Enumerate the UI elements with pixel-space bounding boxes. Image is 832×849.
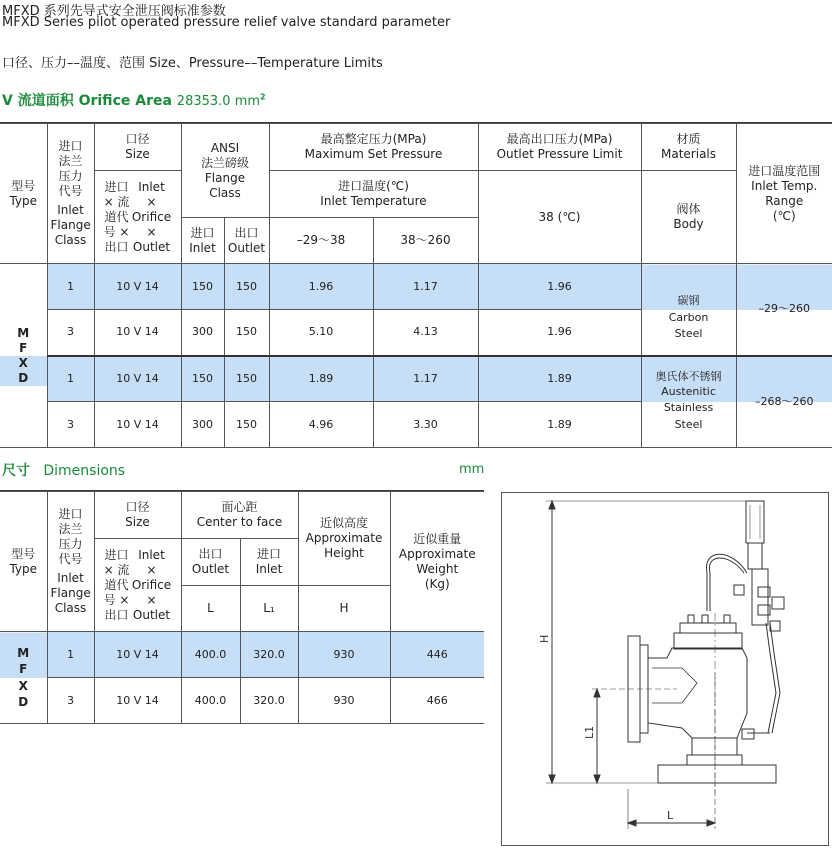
sense-tube [706,554,747,611]
pressure-t2: 1.17 [373,356,478,402]
body-cn: 阀体 [676,202,701,216]
pressure-t1: 1.96 [269,264,373,310]
size-en: Size [125,515,150,529]
limits-heading: 口径、压力––温度、范围 Size、Pressure––Temperature Limits [2,56,383,71]
t1: –29～38 [296,233,346,247]
maxset-en: Maximum Set Pressure [304,147,443,161]
inlet-class: 300 [181,310,224,356]
valve-body [648,648,747,738]
intemp-en: Inlet Temperature [320,194,427,208]
flange-cn: 进口法兰压力代号 [58,507,83,566]
weight-value: 446 [390,632,484,678]
range1: –29～260 [758,302,811,316]
label-h: H [538,634,551,643]
body-bore [652,668,697,703]
temp2-header [373,218,478,264]
range-cn: 进口温度范围 [748,163,821,178]
stud-left [688,615,694,623]
model-letter-f: F [19,340,28,355]
body-header [641,171,736,264]
height-en: Approximate Height [305,531,383,560]
range-unit: (℃) [772,208,796,223]
orifice-value: 28353.0 mm [176,94,261,109]
dimensions-en: Dimensions [43,463,126,479]
L1-value: 320.0 [240,678,298,724]
fitting-b [772,597,784,609]
L1-header: L₁ [240,586,298,632]
h-arrow-bottom [549,775,555,783]
ansi-header [181,124,269,218]
range-en: Inlet Temp. Range [751,178,818,208]
weight-unit: (Kg) [424,576,450,591]
type-en: Type [9,561,38,576]
title-cn: MFXD 系列先导式安全泄压阀标准参数 [2,4,226,19]
size-cn: 口径 [125,500,150,514]
body-en: Body [673,217,704,231]
ansi-inlet-header [181,218,224,264]
temp-range-header [736,124,832,264]
t2: 38～260 [400,233,451,247]
weight-header [390,492,484,632]
pilot-top [746,501,764,543]
t38-cell [478,171,641,264]
flange-class: 1 [47,264,94,310]
weight-en: Approximate Weight [398,546,476,576]
model-letter-x: X [18,678,28,693]
maxset-cn: 最高整定压力(MPa) [320,132,427,146]
L-value: 400.0 [181,632,240,678]
model-cell [0,264,47,448]
flange-class: 1 [47,356,94,402]
material-carbon [641,264,736,356]
type-cn: 型号 [11,546,36,561]
ansi-en: Flange Class [204,170,246,200]
l-arrow-right [707,820,715,826]
flange-cn: 进口法兰压力代号 [58,139,83,198]
fitting-c [770,621,780,631]
inlet-flange [658,765,776,783]
table-row [0,264,832,310]
dimensions-cn: 尺寸 [2,463,30,479]
label-l: L [667,809,674,822]
pressure-t1: 5.10 [269,310,373,356]
H-value: 930 [298,632,390,678]
pressure-t1: 4.96 [269,402,373,448]
outlet-limit: 1.89 [478,402,641,448]
mat2-en: Austenitic Stainless Steel [661,384,716,431]
material-stainless [641,356,736,448]
pressure-temperature-table [0,123,832,448]
size-en: Size [125,147,150,161]
inlet-class: 150 [181,264,224,310]
mat2-cn: 奥氏体不锈钢 [655,370,722,384]
flange-class: 1 [47,632,94,678]
bonnet [674,633,742,649]
height-cn: 近似高度 [319,516,368,530]
orifice-sup: 2 [260,92,266,102]
range-stainless [736,356,832,448]
stud-right [724,615,730,623]
mat1-en: Carbon Steel [668,310,709,341]
table-row [0,678,484,724]
height-header [298,492,390,586]
inlet-en: Inlet [189,240,216,255]
inlet-temperature-header [269,171,478,218]
temp1-header [269,218,373,264]
inlet-header [240,539,298,586]
l-arrow-left [628,820,636,826]
pressure-t1: 1.89 [269,356,373,402]
dimensions-unit: mm [459,462,485,477]
inlet-cn: 进口 [256,547,281,561]
dimensions-table [0,491,484,724]
model-letter-m: M [17,646,30,661]
valve-drawing-svg [502,493,828,845]
flange-class: 3 [47,402,94,448]
outlet-en: Outlet [227,240,266,255]
label-l1: L1 [583,725,596,739]
orifice-label: V 流道面积 Orifice Area [2,93,177,109]
materials-en: Materials [661,147,717,161]
table-row [0,356,832,402]
materials-cn: 材质 [676,132,701,146]
feed-tube [766,623,776,733]
L-value: 400.0 [181,678,240,724]
type-header [0,492,47,632]
model-letter-x: X [0,356,47,371]
flange-header [47,492,94,632]
max-set-pressure-header [269,124,478,171]
outlet-limit-en: Outlet Pressure Limit [496,147,623,161]
outlet-limit: 1.89 [478,356,641,402]
flange-class: 3 [47,310,94,356]
mat1-cn: 碳钢 [677,293,700,307]
type-cn: 型号 [11,178,36,193]
weight-value: 466 [390,678,484,724]
outlet-class: 150 [224,402,269,448]
outlet-class: 150 [224,310,269,356]
range-carbon [736,264,832,356]
t38: 38 (℃) [538,209,581,224]
type-en: Type [9,193,38,208]
ansi-outlet-header [224,218,269,264]
size-sub-en: Inlet × Orifice × Outlet [131,547,172,622]
H-value: 930 [298,678,390,724]
outlet-class: 150 [224,356,269,402]
ansi: ANSI [210,140,240,155]
ansi-cn: 法兰磅级 [200,155,249,170]
l1-arrow-bottom [594,775,600,783]
center-to-face-header [181,492,298,539]
pressure-t2: 3.30 [373,402,478,448]
outlet-header [181,539,240,586]
fitting-d [742,729,754,739]
materials-header [641,124,736,171]
flange-en: Inlet Flange Class [50,203,91,247]
bonnet-cap [680,623,736,633]
outlet-limit: 1.96 [478,310,641,356]
neck-collar [687,755,742,765]
outlet-cn: 出口 [234,225,259,240]
inlet-en: Inlet [255,562,283,576]
outlet-limit: 1.96 [478,264,641,310]
outlet-class: 150 [224,264,269,310]
size-sub-cn: 进口 × 流道代号 × 出口 [103,547,130,622]
neck [692,738,737,755]
size-value: 10 V 14 [94,678,181,724]
model-cell [0,632,47,724]
pressure-t2: 4.13 [373,310,478,356]
model-letter-d: D [18,694,29,709]
inlet-cn: 进口 [190,225,215,240]
size-header [94,492,181,539]
model-letter-f: F [19,662,28,677]
inlet-class: 150 [181,356,224,402]
flange-en: Inlet Flange Class [50,571,91,615]
outlet-limit-header [478,124,641,171]
valve-drawing [501,492,829,846]
model-letter-m: M [17,325,30,340]
type-header [0,124,47,264]
size-sub-header [94,539,181,632]
size-value: 10 V 14 [94,356,181,402]
title-en: MFXD Series pilot operated pressure relief valve standard parameter [2,15,451,30]
size-sub-en: Inlet × Orifice × Outlet [131,179,172,254]
size-sub-cn: 进口 × 流道代号 × 出口 [103,179,130,254]
ctf-en: Center to face [196,515,283,529]
size-value: 10 V 14 [94,632,181,678]
size-value: 10 V 14 [94,264,181,310]
pressure-t2: 1.17 [373,264,478,310]
outlet-en: Outlet [191,562,230,576]
L-header: L [181,586,240,632]
model-letter-d: D [0,371,47,386]
intemp-cn: 进口温度(℃) [338,179,409,193]
table-row [0,632,484,678]
size-header [94,124,181,171]
h-arrow-top [549,501,555,509]
outlet-limit-cn: 最高出口压力(MPa) [506,132,613,146]
outlet-cn: 出口 [198,547,223,561]
fitting-a [734,585,744,595]
pilot-spring [748,543,762,569]
stud-mid [702,615,708,623]
ctf-cn: 面心距 [221,500,258,514]
flange-class: 3 [47,678,94,724]
L1-value: 320.0 [240,632,298,678]
H-header: H [298,586,390,632]
size-value: 10 V 14 [94,310,181,356]
size-sub-header [94,171,181,264]
weight-cn: 近似重量 [413,531,462,546]
orifice-area-heading [2,90,266,110]
l1-arrow-top [594,689,600,697]
flange-header [47,124,94,264]
size-value: 10 V 14 [94,402,181,448]
dimensions-heading [2,460,125,480]
inlet-class: 300 [181,402,224,448]
range2: –268～260 [755,394,814,408]
size-cn: 口径 [125,132,150,146]
